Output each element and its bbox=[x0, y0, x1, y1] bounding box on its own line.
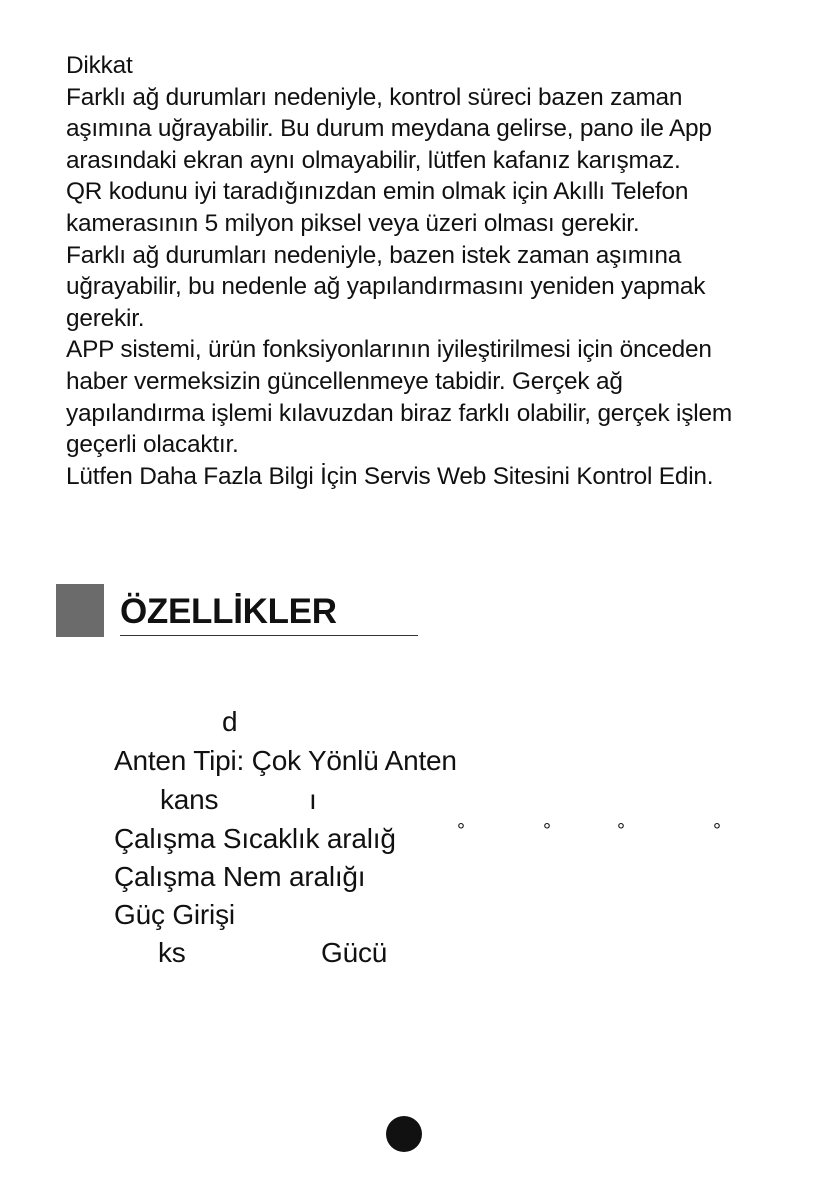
notice-line: uğrayabilir, bu nedenle ağ yapılandırmasını yeniden yapmak bbox=[66, 273, 706, 301]
notice-line: Farklı ağ durumları nedeniyle, bazen istek zaman aşımına bbox=[66, 241, 682, 269]
notice-line: APP sistemi, ürün fonksiyonlarının iyileştirilmesi için önceden bbox=[66, 336, 712, 364]
section-title-underline bbox=[120, 635, 418, 636]
notice-line: kamerasının 5 milyon piksel veya üzeri olması gerekir. bbox=[66, 209, 640, 237]
section-marker-square bbox=[56, 584, 104, 637]
spec-fragment: kans bbox=[160, 784, 219, 815]
notice-line: Farklı ağ durumları nedeniyle, kontrol süreci bazen zaman bbox=[66, 83, 683, 111]
spec-operating-temperature: Çalışma Sıcaklık aralığ bbox=[114, 823, 396, 854]
notice-line: gerekir. bbox=[66, 304, 145, 332]
notice-line: arasındaki ekran aynı olmayabilir, lütfen kafanız karışmaz. bbox=[66, 146, 681, 174]
spec-fragment: ks bbox=[158, 937, 186, 968]
spec-fragment: ı bbox=[309, 784, 317, 815]
degree-symbol: ° bbox=[457, 820, 465, 842]
notice-line: Lütfen Daha Fazla Bilgi İçin Servis Web Sitesini Kontrol Edin. bbox=[66, 462, 714, 490]
notice-line: geçerli olacaktır. bbox=[66, 431, 239, 459]
notice-text-block bbox=[66, 50, 796, 492]
notice-heading: Dikkat bbox=[66, 52, 133, 79]
notice-line: aşımına uğrayabilir. Bu durum meydana gelirse, pano ile App bbox=[66, 115, 712, 143]
spec-operating-humidity: Çalışma Nem aralığı bbox=[114, 861, 366, 892]
degree-symbol: ° bbox=[713, 820, 721, 842]
spec-antenna-type: Anten Tipi: Çok Yönlü Anten bbox=[114, 745, 457, 776]
degree-symbol: ° bbox=[617, 820, 625, 842]
notice-line: QR kodunu iyi taradığınızdan emin olmak için Akıllı Telefon bbox=[66, 178, 689, 206]
spec-fragment: d bbox=[222, 706, 238, 737]
page-marker-dot bbox=[386, 1116, 422, 1152]
notice-line: yapılandırma işlemi kılavuzdan biraz farklı olabilir, gerçek işlem bbox=[66, 399, 732, 427]
spec-power-input: Güç Girişi bbox=[114, 899, 235, 930]
section-title: ÖZELLİKLER bbox=[120, 592, 337, 631]
notice-line: haber vermeksizin güncellenmeye tabidir. Gerçek ağ bbox=[66, 367, 623, 395]
spec-power: Gücü bbox=[321, 937, 388, 968]
degree-symbol: ° bbox=[543, 820, 551, 842]
